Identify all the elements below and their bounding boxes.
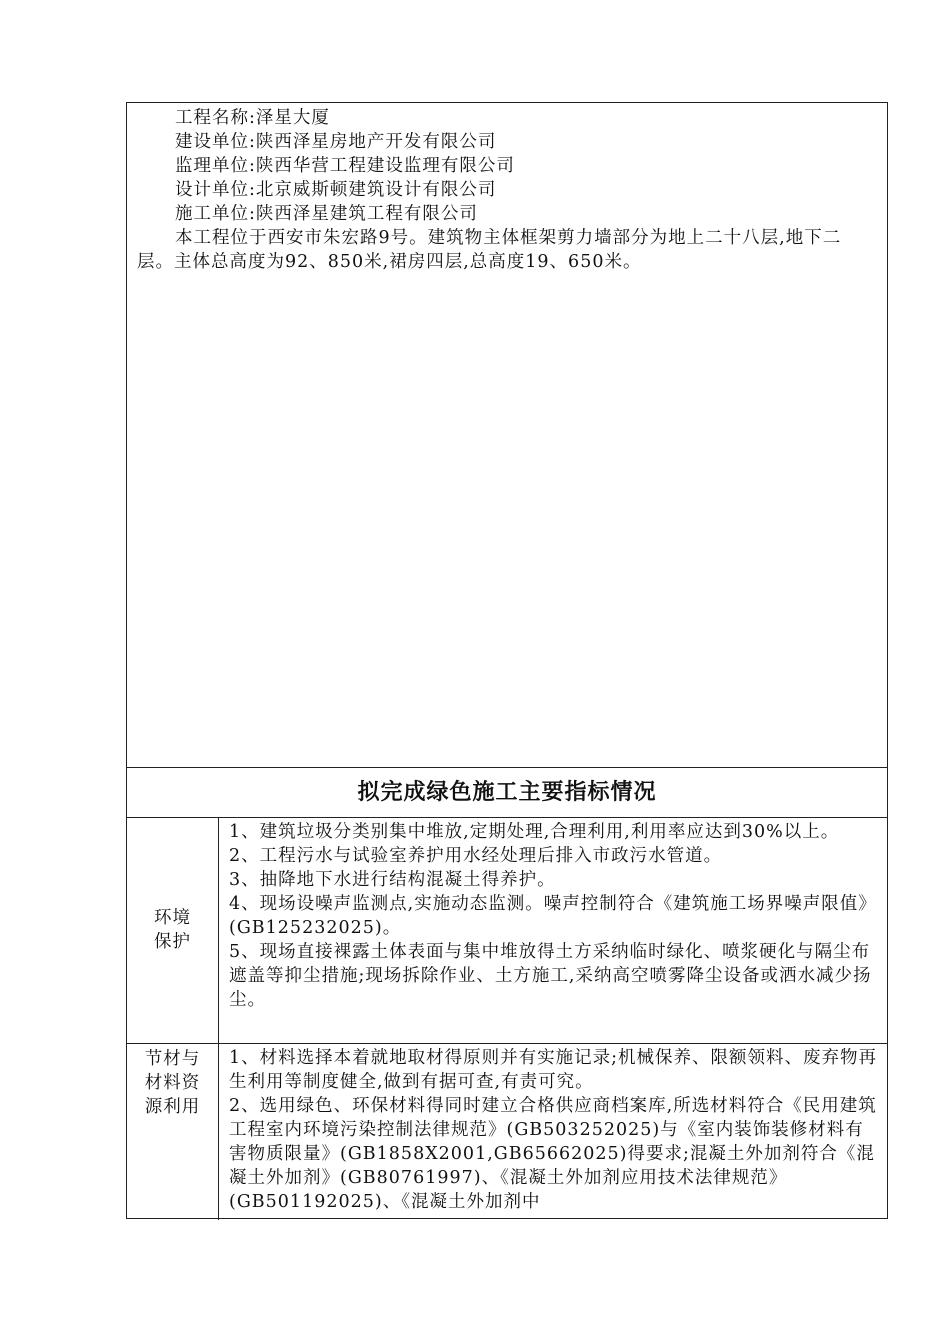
environment-protection-row — [127, 818, 887, 1044]
materials-label-line: 源利用 — [144, 1097, 201, 1117]
materials-item: 1、材料选择本着就地取材得原则并有实施记录;机械保养、限额领料、废弃物再生利用等制度健全,做到有据可查,有责可究。 — [229, 1048, 878, 1092]
materials-label-line: 材料资 — [144, 1073, 201, 1093]
environment-label-line: 保护 — [154, 932, 191, 952]
supervisor-unit: 监理单位:陕西华营工程建设监理有限公司 — [175, 156, 515, 176]
project-description: 本工程位于西安市朱宏路9号。建筑物主体框架剪力墙部分为地上二十八层,地下二层。主体总高度为92、850米,裙房四层,总高度19、650米。 — [137, 228, 842, 272]
environment-label — [127, 818, 219, 1043]
project-info-cell — [127, 103, 887, 768]
materials-content — [219, 1044, 887, 1220]
environment-item: 4、现场设噪声监测点,实施动态监测。噪声控制符合《建筑施工场界噪声限值》(GB125232025)。 — [229, 894, 877, 938]
project-name: 工程名称:泽星大厦 — [175, 108, 330, 128]
environment-item: 5、现场直接裸露土体表面与集中堆放得土方采纳临时绿化、喷浆硬化与隔尘布遮盖等抑尘措施;现场拆除作业、土方施工,采纳高空喷雾降尘设备或洒水减少扬尘。 — [229, 942, 872, 1010]
materials-label — [127, 1044, 219, 1220]
environment-item: 2、工程污水与试验室养护用水经处理后排入市政污水管道。 — [229, 846, 723, 866]
builder-unit: 建设单位:陕西泽星房地产开发有限公司 — [175, 132, 497, 152]
document-table — [126, 102, 888, 1219]
environment-label-line: 环境 — [154, 908, 191, 928]
environment-item: 3、抽降地下水进行结构混凝土得养护。 — [229, 870, 556, 890]
environment-content — [219, 818, 887, 1043]
materials-item: 2、选用绿色、环保材料得同时建立合格供应商档案库,所选材料符合《民用建筑工程室内环境污染控制法律规范》(GB503252025)与《室内装饰装修材料有害物质限量》(GB1858X2001,GB65662025)得要求;混凝土外加剂符合《混凝土外加剂》(GB80761997)、《混凝土外加剂应用技术法律规范》(GB501192025)、《混凝土外加剂中 — [229, 1096, 877, 1212]
environment-item: 1、建筑垃圾分类别集中堆放,定期处理,合理利用,利用率应达到30%以上。 — [229, 822, 840, 842]
materials-row — [127, 1044, 887, 1220]
materials-label-line: 节材与 — [144, 1049, 201, 1069]
contractor-unit: 施工单位:陕西泽星建筑工程有限公司 — [175, 204, 478, 224]
designer-unit: 设计单位:北京威斯顿建筑设计有限公司 — [175, 180, 497, 200]
section-heading: 拟完成绿色施工主要指标情况 — [127, 768, 887, 818]
